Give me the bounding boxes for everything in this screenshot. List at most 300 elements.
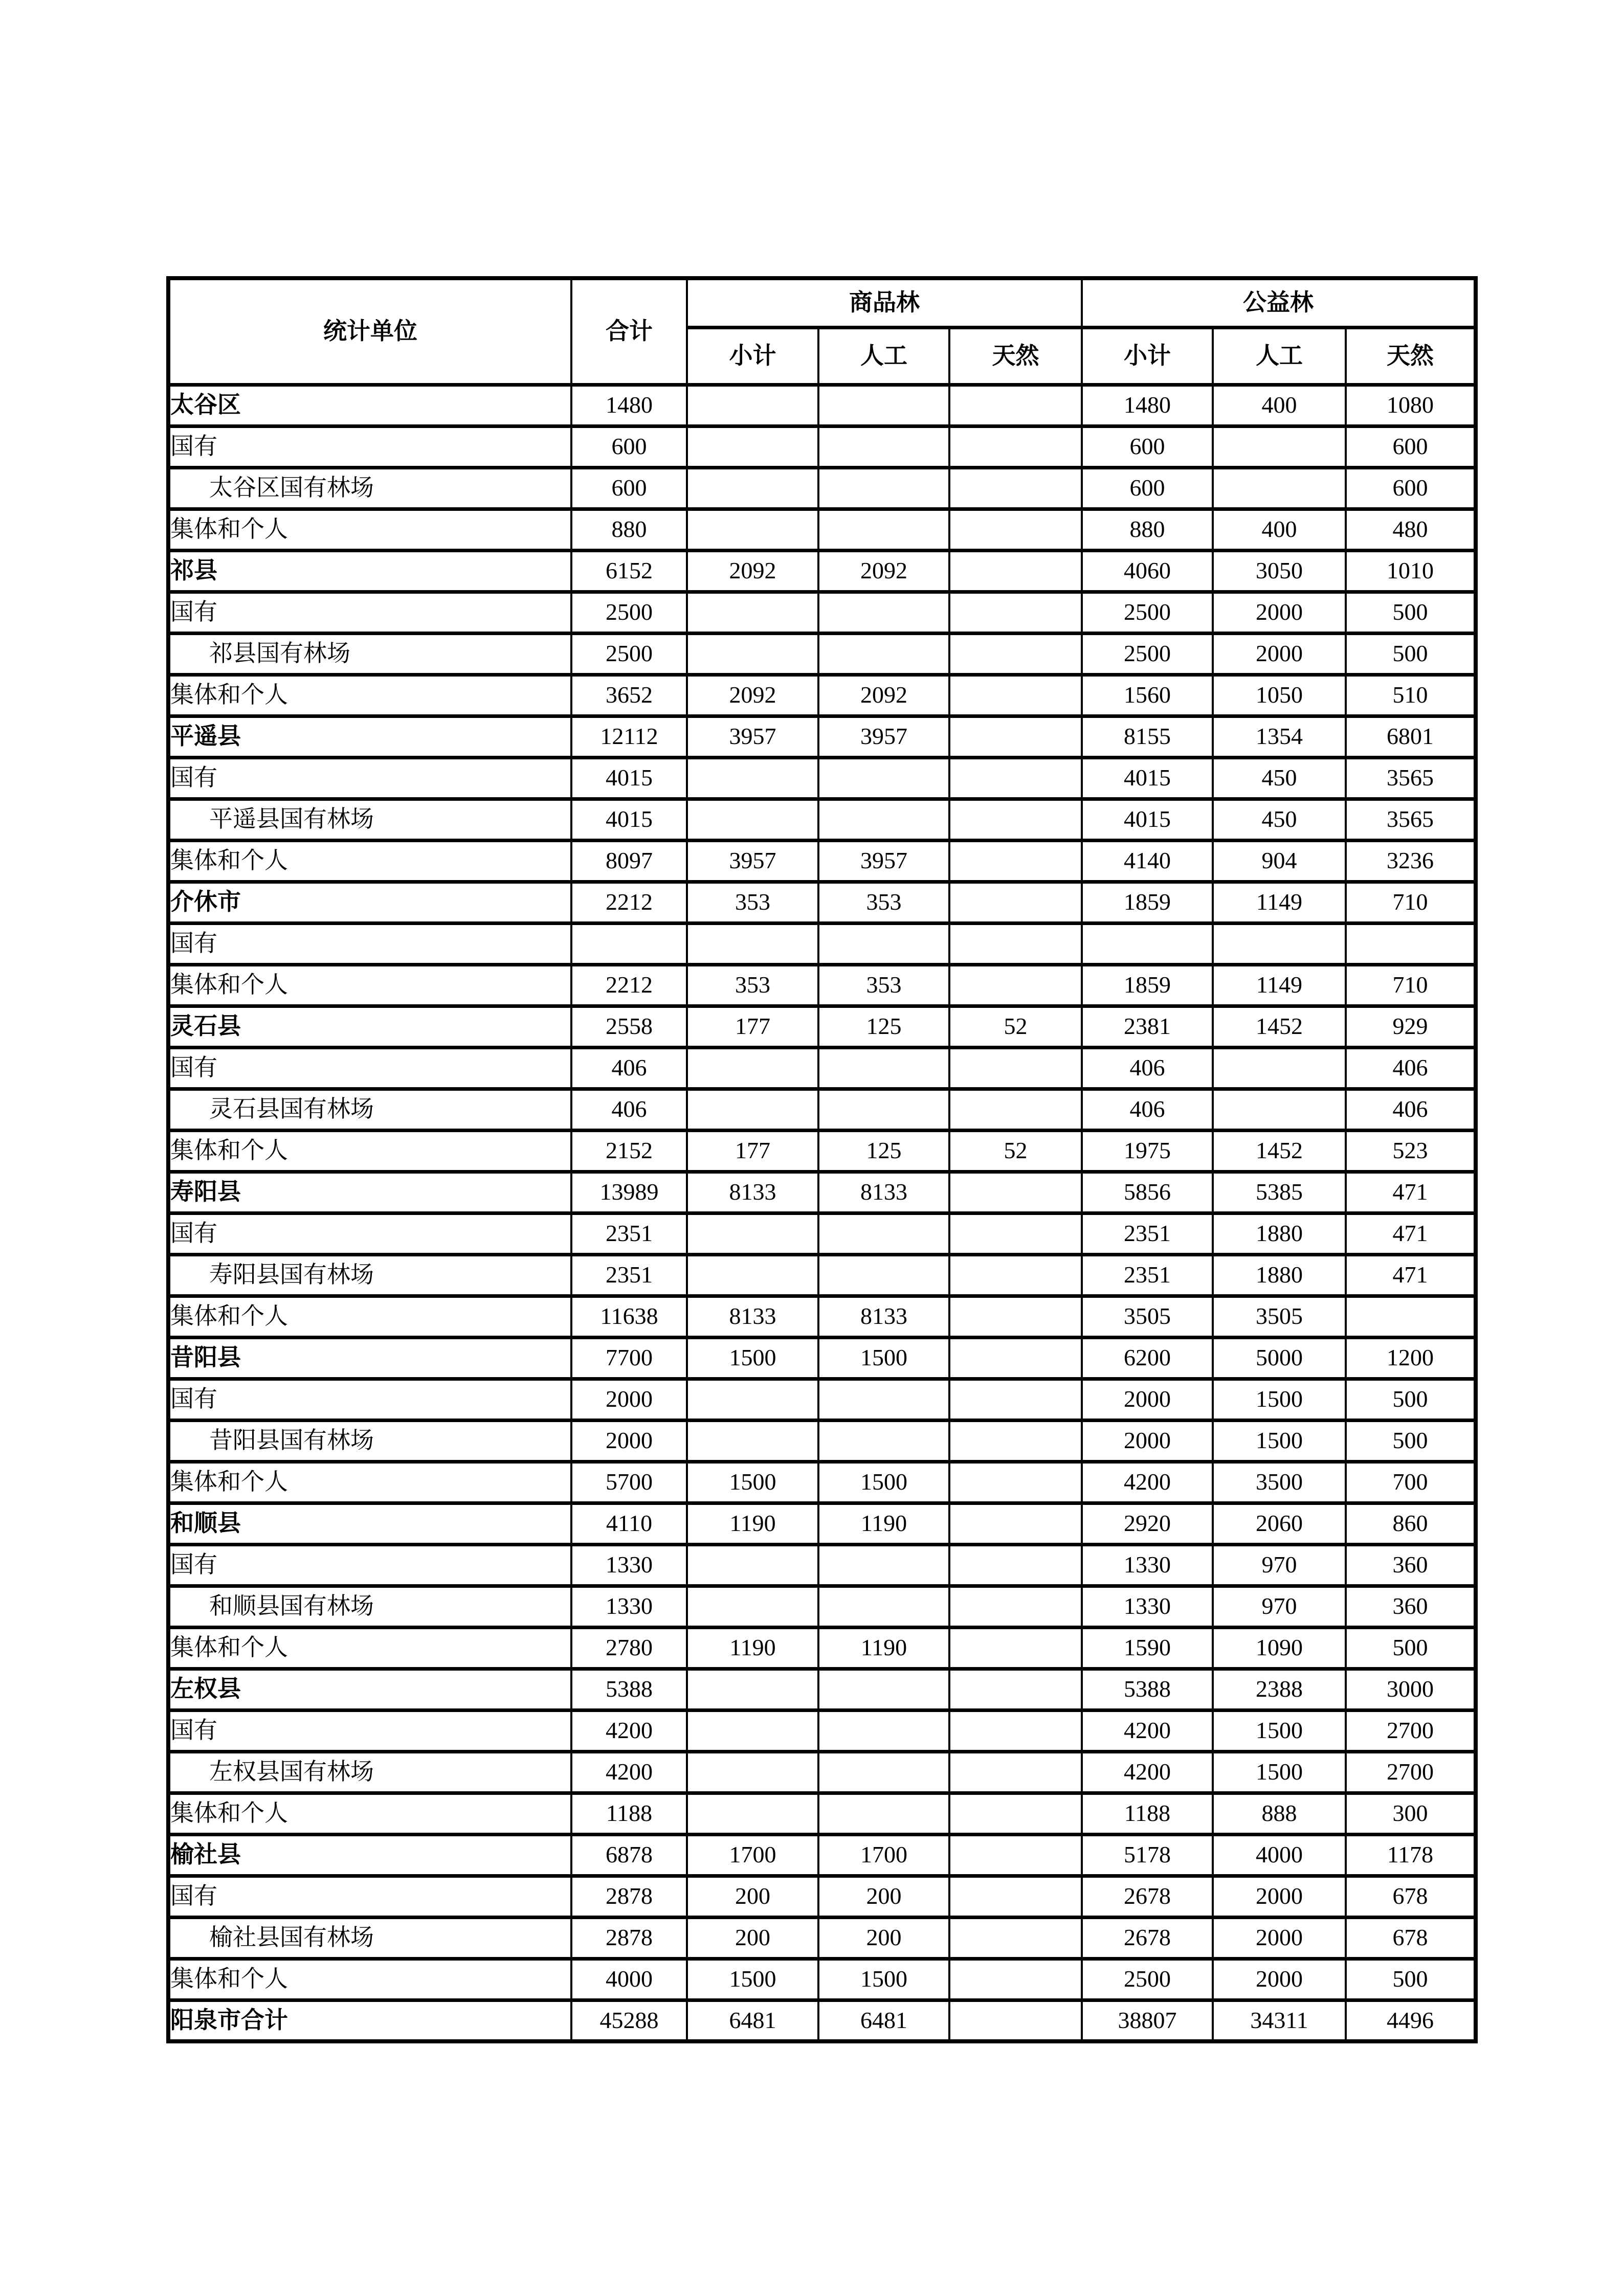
row-label: 介休市 — [168, 882, 571, 923]
value-cell: 3957 — [687, 840, 818, 882]
value-cell — [687, 633, 818, 674]
value-cell — [949, 1461, 1082, 1503]
value-cell: 970 — [1213, 1586, 1346, 1627]
value-cell: 2000 — [1213, 592, 1346, 633]
value-cell: 2500 — [1082, 1959, 1213, 2000]
value-cell: 300 — [1346, 1793, 1476, 1834]
value-cell: 406 — [571, 1089, 687, 1130]
value-cell: 4000 — [571, 1959, 687, 2000]
value-cell — [818, 1213, 949, 1254]
value-cell: 6481 — [687, 2000, 818, 2041]
row-label: 太谷区国有林场 — [168, 467, 571, 509]
row-label: 榆社县国有林场 — [168, 1917, 571, 1959]
row-label: 灵石县 — [168, 1006, 571, 1047]
value-cell — [949, 2000, 1082, 2041]
value-cell — [949, 757, 1082, 799]
value-cell: 2092 — [818, 674, 949, 716]
value-cell: 3236 — [1346, 840, 1476, 882]
value-cell: 880 — [1082, 509, 1213, 550]
table-row — [168, 840, 1476, 882]
value-cell — [949, 1296, 1082, 1337]
value-cell — [687, 1254, 818, 1296]
value-cell — [949, 964, 1082, 1006]
row-label: 国有 — [168, 1379, 571, 1420]
value-cell — [949, 1586, 1082, 1627]
value-cell — [949, 923, 1082, 964]
value-cell: 2000 — [571, 1379, 687, 1420]
table-row — [168, 923, 1476, 964]
value-cell — [949, 882, 1082, 923]
value-cell: 1149 — [1213, 964, 1346, 1006]
value-cell: 8133 — [818, 1172, 949, 1213]
value-cell: 353 — [687, 964, 818, 1006]
table-row — [168, 1337, 1476, 1379]
value-cell — [949, 1420, 1082, 1461]
value-cell: 4015 — [1082, 799, 1213, 840]
value-cell: 8133 — [687, 1296, 818, 1337]
value-cell — [949, 1213, 1082, 1254]
value-cell: 2500 — [1082, 592, 1213, 633]
value-cell: 600 — [1082, 426, 1213, 467]
value-cell — [818, 757, 949, 799]
value-cell: 1700 — [818, 1834, 949, 1876]
table-row — [168, 1917, 1476, 1959]
value-cell — [949, 1959, 1082, 2000]
value-cell: 1500 — [818, 1337, 949, 1379]
table-row — [168, 882, 1476, 923]
value-cell: 3652 — [571, 674, 687, 716]
value-cell — [1082, 923, 1213, 964]
value-cell: 1330 — [1082, 1544, 1213, 1586]
header-group-commercial-forest: 商品林 — [687, 278, 1082, 327]
value-cell — [949, 799, 1082, 840]
value-cell — [818, 426, 949, 467]
table-row — [168, 799, 1476, 840]
value-cell: 4200 — [1082, 1461, 1213, 1503]
value-cell: 2000 — [571, 1420, 687, 1461]
value-cell: 5178 — [1082, 1834, 1213, 1876]
row-label: 集体和个人 — [168, 1130, 571, 1172]
row-label: 集体和个人 — [168, 1627, 571, 1669]
value-cell: 4496 — [1346, 2000, 1476, 2041]
value-cell: 1560 — [1082, 674, 1213, 716]
table-row — [168, 716, 1476, 757]
table-row — [168, 467, 1476, 509]
value-cell — [818, 1379, 949, 1420]
header-unit: 统计单位 — [168, 278, 571, 385]
row-label: 国有 — [168, 1710, 571, 1751]
value-cell: 406 — [1082, 1047, 1213, 1089]
value-cell: 5388 — [571, 1669, 687, 1710]
value-cell: 2381 — [1082, 1006, 1213, 1047]
value-cell — [949, 1337, 1082, 1379]
value-cell: 2920 — [1082, 1503, 1213, 1544]
value-cell: 1859 — [1082, 882, 1213, 923]
table-row — [168, 1710, 1476, 1751]
table-row — [168, 592, 1476, 633]
value-cell: 1090 — [1213, 1627, 1346, 1669]
table-row — [168, 1006, 1476, 1047]
value-cell: 471 — [1346, 1254, 1476, 1296]
value-cell: 2092 — [818, 550, 949, 592]
value-cell: 6801 — [1346, 716, 1476, 757]
value-cell: 500 — [1346, 633, 1476, 674]
value-cell — [949, 1047, 1082, 1089]
row-label: 昔阳县 — [168, 1337, 571, 1379]
value-cell — [949, 550, 1082, 592]
value-cell — [1213, 923, 1346, 964]
row-label: 集体和个人 — [168, 1959, 571, 2000]
value-cell: 2500 — [571, 633, 687, 674]
value-cell — [818, 1710, 949, 1751]
value-cell: 4200 — [571, 1751, 687, 1793]
table-row — [168, 1627, 1476, 1669]
value-cell: 1330 — [1082, 1586, 1213, 1627]
table-row — [168, 1959, 1476, 2000]
value-cell — [818, 509, 949, 550]
value-cell: 2000 — [1213, 1917, 1346, 1959]
value-cell: 11638 — [571, 1296, 687, 1337]
table-body — [168, 385, 1476, 2041]
table-row — [168, 1379, 1476, 1420]
value-cell: 1500 — [687, 1959, 818, 2000]
value-cell — [818, 1586, 949, 1627]
value-cell: 1330 — [571, 1586, 687, 1627]
value-cell: 860 — [1346, 1503, 1476, 1544]
table-row — [168, 1213, 1476, 1254]
row-label: 平遥县 — [168, 716, 571, 757]
value-cell — [1213, 467, 1346, 509]
value-cell: 3565 — [1346, 757, 1476, 799]
value-cell: 2500 — [571, 592, 687, 633]
value-cell — [818, 1793, 949, 1834]
value-cell: 1480 — [571, 385, 687, 426]
value-cell: 1149 — [1213, 882, 1346, 923]
table-row — [168, 2000, 1476, 2041]
value-cell: 1880 — [1213, 1254, 1346, 1296]
value-cell — [687, 1047, 818, 1089]
table-row — [168, 674, 1476, 716]
value-cell: 34311 — [1213, 2000, 1346, 2041]
value-cell — [949, 716, 1082, 757]
row-label: 国有 — [168, 1213, 571, 1254]
value-cell — [687, 467, 818, 509]
value-cell: 353 — [818, 964, 949, 1006]
row-label: 左权县国有林场 — [168, 1751, 571, 1793]
table-row — [168, 509, 1476, 550]
value-cell: 3957 — [818, 716, 949, 757]
value-cell: 4015 — [571, 757, 687, 799]
value-cell — [949, 1254, 1082, 1296]
value-cell: 2351 — [1082, 1254, 1213, 1296]
value-cell — [687, 1586, 818, 1627]
value-cell: 970 — [1213, 1544, 1346, 1586]
value-cell: 1330 — [571, 1544, 687, 1586]
value-cell: 1500 — [818, 1461, 949, 1503]
value-cell: 880 — [571, 509, 687, 550]
value-cell: 1500 — [818, 1959, 949, 2000]
row-label: 集体和个人 — [168, 1296, 571, 1337]
value-cell: 1190 — [687, 1503, 818, 1544]
value-cell: 678 — [1346, 1917, 1476, 1959]
value-cell — [949, 840, 1082, 882]
value-cell: 406 — [1346, 1089, 1476, 1130]
header-commercial-artificial: 人工 — [818, 327, 949, 385]
value-cell — [949, 467, 1082, 509]
table-row — [168, 1503, 1476, 1544]
value-cell: 12112 — [571, 716, 687, 757]
table-row — [168, 1544, 1476, 1586]
value-cell — [949, 1793, 1082, 1834]
value-cell: 600 — [1082, 467, 1213, 509]
value-cell: 400 — [1213, 385, 1346, 426]
table-row — [168, 1834, 1476, 1876]
value-cell: 360 — [1346, 1586, 1476, 1627]
value-cell — [687, 1710, 818, 1751]
header-commercial-subtotal: 小计 — [687, 327, 818, 385]
value-cell: 4110 — [571, 1503, 687, 1544]
value-cell: 1500 — [687, 1461, 818, 1503]
value-cell: 700 — [1346, 1461, 1476, 1503]
value-cell: 6878 — [571, 1834, 687, 1876]
value-cell: 125 — [818, 1130, 949, 1172]
value-cell — [818, 1420, 949, 1461]
value-cell: 13989 — [571, 1172, 687, 1213]
value-cell — [1213, 1089, 1346, 1130]
row-label: 寿阳县国有林场 — [168, 1254, 571, 1296]
value-cell — [949, 426, 1082, 467]
row-label: 和顺县国有林场 — [168, 1586, 571, 1627]
value-cell: 3505 — [1213, 1296, 1346, 1337]
row-label: 集体和个人 — [168, 1461, 571, 1503]
header-row-groups — [168, 278, 1476, 327]
row-label: 国有 — [168, 426, 571, 467]
value-cell: 5385 — [1213, 1172, 1346, 1213]
value-cell: 200 — [818, 1876, 949, 1917]
value-cell: 710 — [1346, 882, 1476, 923]
header-group-public-welfare-forest: 公益林 — [1082, 278, 1476, 327]
value-cell: 3565 — [1346, 799, 1476, 840]
value-cell: 2700 — [1346, 1710, 1476, 1751]
value-cell: 500 — [1346, 1627, 1476, 1669]
table-row — [168, 757, 1476, 799]
value-cell: 4140 — [1082, 840, 1213, 882]
value-cell: 904 — [1213, 840, 1346, 882]
value-cell — [687, 509, 818, 550]
value-cell: 1452 — [1213, 1006, 1346, 1047]
value-cell: 5700 — [571, 1461, 687, 1503]
value-cell — [949, 1627, 1082, 1669]
table-row — [168, 550, 1476, 592]
table-row — [168, 1089, 1476, 1130]
value-cell: 200 — [687, 1917, 818, 1959]
value-cell: 1859 — [1082, 964, 1213, 1006]
value-cell: 3050 — [1213, 550, 1346, 592]
value-cell: 200 — [818, 1917, 949, 1959]
value-cell: 929 — [1346, 1006, 1476, 1047]
header-public-subtotal: 小计 — [1082, 327, 1213, 385]
row-label: 祁县 — [168, 550, 571, 592]
value-cell: 52 — [949, 1130, 1082, 1172]
value-cell: 1880 — [1213, 1213, 1346, 1254]
value-cell — [818, 923, 949, 964]
value-cell — [949, 1751, 1082, 1793]
value-cell: 510 — [1346, 674, 1476, 716]
value-cell: 1700 — [687, 1834, 818, 1876]
value-cell: 4200 — [1082, 1751, 1213, 1793]
row-label: 左权县 — [168, 1669, 571, 1710]
value-cell: 2000 — [1082, 1379, 1213, 1420]
value-cell — [687, 1669, 818, 1710]
value-cell — [1213, 1047, 1346, 1089]
value-cell: 1080 — [1346, 385, 1476, 426]
value-cell — [687, 1793, 818, 1834]
value-cell — [1346, 923, 1476, 964]
value-cell — [949, 1917, 1082, 1959]
value-cell: 8133 — [818, 1296, 949, 1337]
value-cell: 1500 — [1213, 1420, 1346, 1461]
value-cell — [687, 923, 818, 964]
value-cell — [687, 799, 818, 840]
table-row — [168, 1172, 1476, 1213]
value-cell: 500 — [1346, 592, 1476, 633]
row-label: 集体和个人 — [168, 674, 571, 716]
forest-area-table — [166, 276, 1478, 2043]
value-cell: 710 — [1346, 964, 1476, 1006]
value-cell — [949, 592, 1082, 633]
value-cell — [949, 1669, 1082, 1710]
value-cell: 1188 — [571, 1793, 687, 1834]
value-cell — [949, 1172, 1082, 1213]
table-row — [168, 633, 1476, 674]
value-cell — [949, 1503, 1082, 1544]
value-cell — [571, 923, 687, 964]
value-cell: 471 — [1346, 1213, 1476, 1254]
value-cell — [818, 633, 949, 674]
value-cell: 1188 — [1082, 1793, 1213, 1834]
value-cell: 1190 — [818, 1503, 949, 1544]
value-cell — [818, 1669, 949, 1710]
value-cell: 406 — [1082, 1089, 1213, 1130]
row-label: 阳泉市合计 — [168, 2000, 571, 2041]
value-cell — [818, 385, 949, 426]
value-cell: 450 — [1213, 757, 1346, 799]
value-cell: 2500 — [1082, 633, 1213, 674]
value-cell — [1213, 426, 1346, 467]
table-row — [168, 1420, 1476, 1461]
value-cell: 888 — [1213, 1793, 1346, 1834]
value-cell: 2092 — [687, 674, 818, 716]
row-label: 国有 — [168, 1876, 571, 1917]
value-cell — [687, 592, 818, 633]
table-row — [168, 1586, 1476, 1627]
value-cell: 3505 — [1082, 1296, 1213, 1337]
table-row — [168, 1461, 1476, 1503]
value-cell: 2678 — [1082, 1917, 1213, 1959]
value-cell — [949, 509, 1082, 550]
value-cell: 353 — [818, 882, 949, 923]
value-cell: 4060 — [1082, 550, 1213, 592]
value-cell: 177 — [687, 1130, 818, 1172]
value-cell — [949, 674, 1082, 716]
value-cell: 3957 — [818, 840, 949, 882]
value-cell: 450 — [1213, 799, 1346, 840]
header-total: 合计 — [571, 278, 687, 385]
value-cell: 2000 — [1213, 1876, 1346, 1917]
row-label: 平遥县国有林场 — [168, 799, 571, 840]
value-cell: 6152 — [571, 550, 687, 592]
value-cell: 2678 — [1082, 1876, 1213, 1917]
value-cell: 125 — [818, 1006, 949, 1047]
table-row — [168, 1296, 1476, 1337]
value-cell — [949, 1379, 1082, 1420]
row-label: 国有 — [168, 592, 571, 633]
value-cell: 5388 — [1082, 1669, 1213, 1710]
value-cell: 471 — [1346, 1172, 1476, 1213]
row-label: 集体和个人 — [168, 509, 571, 550]
value-cell — [687, 1544, 818, 1586]
table-row — [168, 426, 1476, 467]
value-cell — [818, 592, 949, 633]
header-public-artificial: 人工 — [1213, 327, 1346, 385]
table-row — [168, 1876, 1476, 1917]
value-cell: 7700 — [571, 1337, 687, 1379]
table-row — [168, 964, 1476, 1006]
value-cell: 353 — [687, 882, 818, 923]
table-header — [168, 278, 1476, 385]
value-cell — [687, 1751, 818, 1793]
value-cell: 4000 — [1213, 1834, 1346, 1876]
value-cell: 2700 — [1346, 1751, 1476, 1793]
value-cell: 5856 — [1082, 1172, 1213, 1213]
header-public-natural: 天然 — [1346, 327, 1476, 385]
table-row — [168, 1254, 1476, 1296]
value-cell: 1050 — [1213, 674, 1346, 716]
row-label: 祁县国有林场 — [168, 633, 571, 674]
value-cell: 4200 — [571, 1710, 687, 1751]
table-row — [168, 1130, 1476, 1172]
row-label: 集体和个人 — [168, 1793, 571, 1834]
value-cell: 1190 — [687, 1627, 818, 1669]
table-row — [168, 385, 1476, 426]
value-cell: 177 — [687, 1006, 818, 1047]
value-cell — [949, 1834, 1082, 1876]
value-cell: 400 — [1213, 509, 1346, 550]
value-cell: 2351 — [571, 1213, 687, 1254]
value-cell: 3500 — [1213, 1461, 1346, 1503]
value-cell: 2388 — [1213, 1669, 1346, 1710]
value-cell: 1480 — [1082, 385, 1213, 426]
table-row — [168, 1047, 1476, 1089]
value-cell — [687, 1213, 818, 1254]
value-cell: 6481 — [818, 2000, 949, 2041]
row-label: 太谷区 — [168, 385, 571, 426]
value-cell: 4015 — [1082, 757, 1213, 799]
row-label: 国有 — [168, 923, 571, 964]
value-cell: 406 — [571, 1047, 687, 1089]
row-label: 国有 — [168, 1047, 571, 1089]
value-cell: 52 — [949, 1006, 1082, 1047]
row-label: 集体和个人 — [168, 964, 571, 1006]
row-label: 寿阳县 — [168, 1172, 571, 1213]
value-cell: 523 — [1346, 1130, 1476, 1172]
value-cell: 1500 — [1213, 1379, 1346, 1420]
value-cell — [818, 1047, 949, 1089]
value-cell — [818, 1089, 949, 1130]
value-cell: 600 — [571, 467, 687, 509]
value-cell: 1178 — [1346, 1834, 1476, 1876]
value-cell: 1590 — [1082, 1627, 1213, 1669]
